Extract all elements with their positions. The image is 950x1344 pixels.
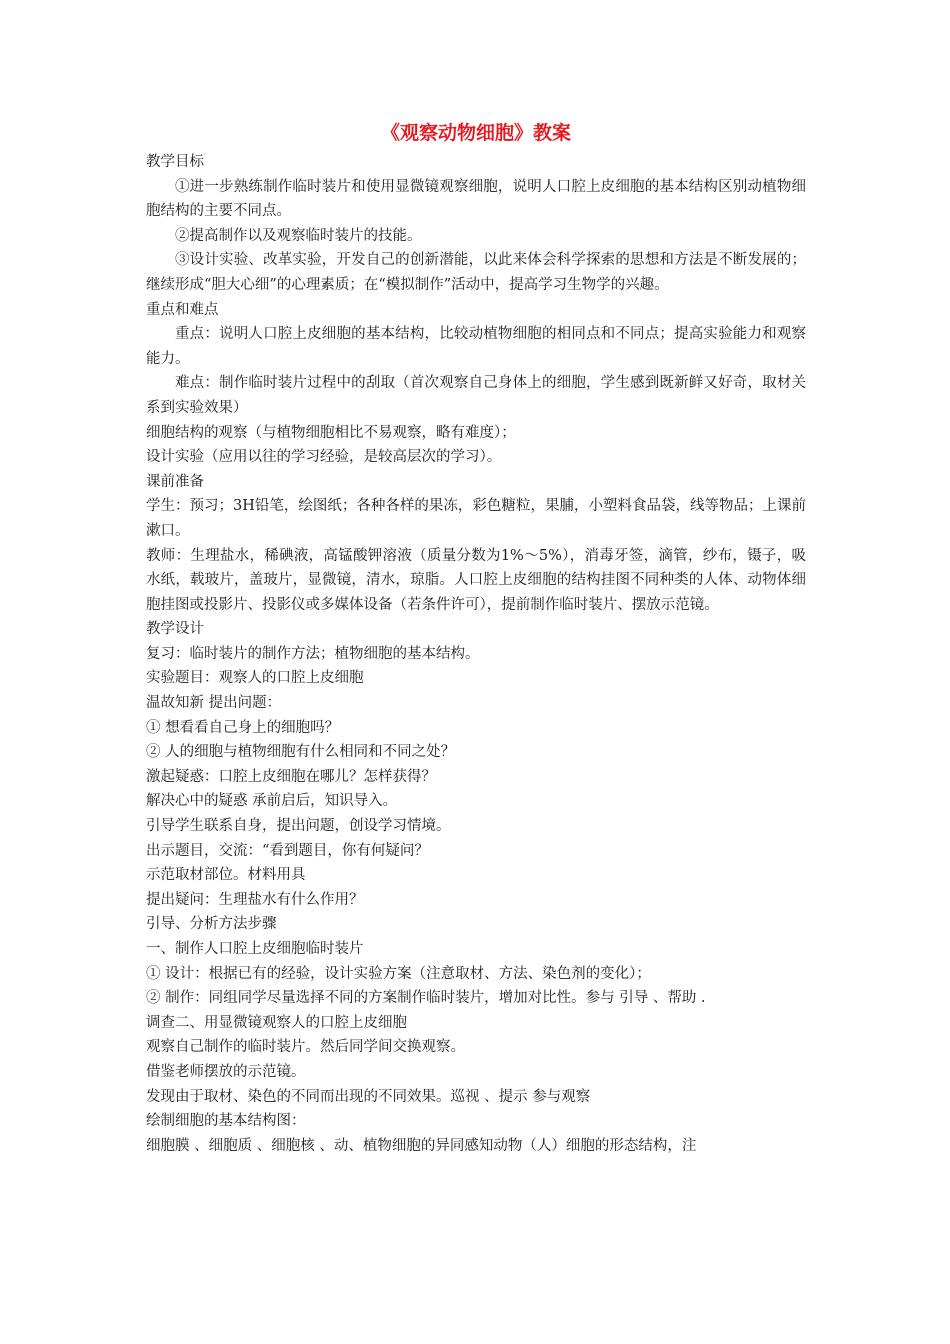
paragraph: 提出疑问：生理盐水有什么作用？ xyxy=(146,891,364,908)
paragraph: 实验题目：观察人的口腔上皮细胞 xyxy=(146,670,364,687)
paragraph: 调查二、用显微镜观察人的口腔上皮细胞 xyxy=(146,1014,407,1031)
paragraph: 重点和难点 xyxy=(146,301,219,318)
paragraph: 课前准备 xyxy=(146,473,204,490)
paragraph: 一、制作人口腔上皮细胞临时装片 xyxy=(146,941,364,957)
paragraph: ②提高制作以及观察临时装片的技能。 xyxy=(175,227,422,244)
paragraph: 难点：制作临时装片过程中的刮取（首次观察自己身体上的细胞，学生感到既新鲜又好奇，取材关系到实验效果） xyxy=(146,375,806,416)
paragraph: 解决心中的疑惑 承前启后，知识导入。 xyxy=(146,793,398,810)
paragraph: ② 制作：同组同学尽量选择不同的方案制作临时装片，增加对比性。参与 引导 、帮助 . xyxy=(146,990,706,1007)
paragraph: 教师：生理盐水，稀碘液，高锰酸钾溶液（质量分数为1%～5%），消毒牙签，滴管，纱布，镊子，吸水纸，载玻片，盖玻片，显微镜，清水，琼脂。人口腔上皮细胞的结构挂图不同种类的人体、动物体细胞挂图或投影片、投影仪或多媒体设备（若条件许可），提前制作临时装片、摆放示范镜。 xyxy=(146,547,806,613)
paragraph: 复习：临时装片的制作方法；植物细胞的基本结构。 xyxy=(146,645,480,662)
paragraph: 示范取材部位。材料用具 xyxy=(146,867,306,884)
paragraph: 引导、分析方法步骤 xyxy=(146,916,277,933)
paragraph: ③设计实验、改革实验，开发自己的创新潜能，以此来体会科学探索的思想和方法是不断发展的；继续形成“胆大心细”的心理素质；在“模拟制作”活动中，提高学习生物学的兴趣。 xyxy=(146,252,806,293)
paragraph: 发现由于取材、染色的不同而出现的不同效果。巡视 、提示 参与观察 xyxy=(146,1088,591,1105)
document-title: 《观察动物细胞》教案 xyxy=(380,122,571,144)
paragraph: 出示题目，交流：“看到题目，你有何疑问？ xyxy=(146,842,429,859)
paragraph: ① 设计：根据已有的经验，设计实验方案（注意取材、方法、染色剂的变化）； xyxy=(146,965,651,982)
paragraph: 借鉴老师摆放的示范镜。 xyxy=(146,1063,306,1080)
paragraph: 学生：预习；3H铅笔，绘图纸；各种各样的果冻，彩色糖粒，果脯，小塑料食品袋，线等物品；上课前漱口。 xyxy=(146,498,806,539)
paragraph: ② 人的细胞与植物细胞有什么相同和不同之处？ xyxy=(146,744,456,761)
document-page xyxy=(146,118,806,1158)
paragraph: 重点：说明人口腔上皮细胞的基本结构，比较动植物细胞的相同点和不同点；提高实验能力和观察能力。 xyxy=(146,326,806,367)
paragraph: 绘制细胞的基本结构图： xyxy=(146,1113,306,1130)
paragraph: 引导学生联系自身，提出问题，创设学习情境。 xyxy=(146,818,451,835)
paragraph: 观察自己制作的临时装片。然后同学间交换观察。 xyxy=(146,1039,465,1056)
paragraph: 激起疑惑：口腔上皮细胞在哪儿？怎样获得？ xyxy=(146,768,436,785)
paragraph: 设计实验（应用以往的学习经验，是较高层次的学习）。 xyxy=(146,449,502,466)
document-body xyxy=(146,150,806,1158)
paragraph: 教学目标 xyxy=(146,154,204,170)
paragraph: 细胞膜 、细胞质 、细胞核 、动、植物细胞的异同感知动物（人）细胞的形态结构，注 xyxy=(146,1137,697,1154)
paragraph: ①进一步熟练制作临时装片和使用显微镜观察细胞，说明人口腔上皮细胞的基本结构区别动植物细胞结构的主要不同点。 xyxy=(146,178,806,220)
paragraph: ① 想看看自己身上的细胞吗？ xyxy=(146,719,340,736)
paragraph: 教学设计 xyxy=(146,621,204,638)
paragraph: 温故知新 提出问题： xyxy=(146,695,282,712)
paragraph: 细胞结构的观察（与植物细胞相比不易观察，略有难度）； xyxy=(146,424,516,441)
